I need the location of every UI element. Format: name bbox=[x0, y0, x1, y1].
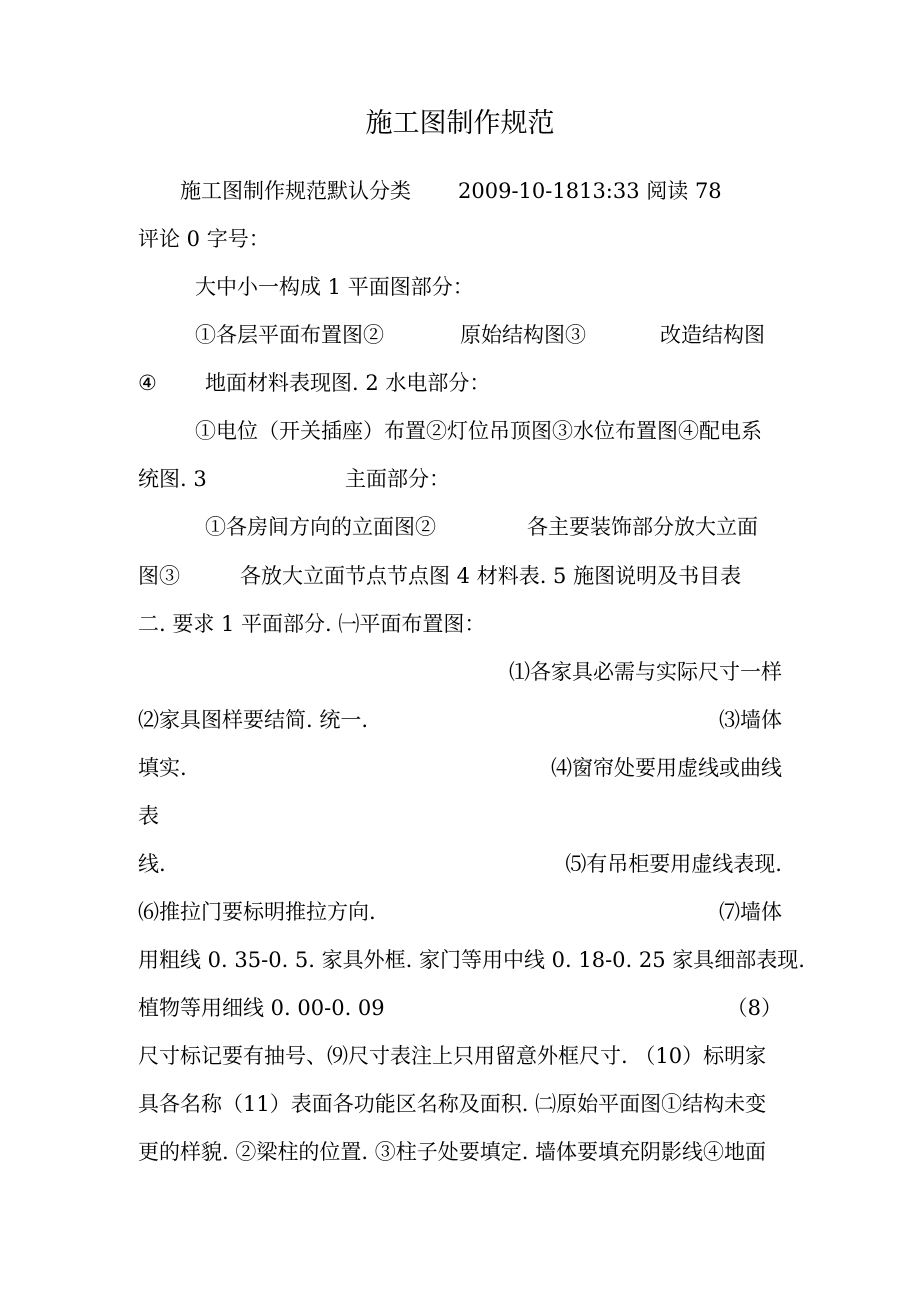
meta-datetime-views: 2009-10-1813:33 阅读 78 bbox=[458, 179, 722, 203]
requirement-6: ⑹推拉门要标明推拉方向. bbox=[138, 900, 376, 924]
intro-paragraph: 大中小一构成 1 平面图部分： bbox=[195, 275, 474, 299]
plan-item-4-text: 地面材料表现图. 2 水电部分： bbox=[205, 371, 491, 395]
requirement-3a: ⑶墙体 bbox=[719, 708, 782, 732]
electrical-line-2b: 主面部分： bbox=[345, 467, 450, 491]
plan-item-3: 改造结构图 bbox=[660, 323, 765, 347]
electrical-line-2a: 统图. 3 bbox=[138, 467, 207, 491]
requirement-3b: 填实. bbox=[138, 756, 187, 780]
plan-item-2: 原始结构图③ bbox=[460, 323, 586, 347]
meta-comments-fontsize: 评论 0 字号： bbox=[138, 227, 270, 251]
requirement-12: 更的样貌. ②梁柱的位置. ③柱子处要填定. 墙体要填充阴影线④地面 bbox=[138, 1140, 767, 1164]
requirements-heading: 二. 要求 1 平面部分. ㈠平面布置图： bbox=[138, 612, 486, 636]
plan-item-1: ①各层平面布置图② bbox=[195, 323, 384, 347]
plan-item-4-number: ④ bbox=[138, 371, 157, 395]
requirement-4b: 表 bbox=[138, 804, 159, 828]
requirement-8b: 尺寸标记要有抽号、⑼尺寸表注上只用留意外框尺寸. （10）标明家 bbox=[138, 1044, 767, 1068]
requirement-7c: 植物等用细线 0. 00-0. 09 bbox=[138, 996, 385, 1020]
meta-category: 施工图制作规范默认分类 bbox=[180, 179, 411, 203]
requirement-11: 具各名称（11）表面各功能区名称及面积. ㈡原始平面图①结构未变 bbox=[138, 1092, 767, 1116]
electrical-line-1: ①电位（开关插座）布置②灯位吊顶图③水位布置图④配电系 bbox=[195, 419, 762, 443]
requirement-4a: ⑷窗帘处要用虚线或曲线 bbox=[551, 756, 782, 780]
requirement-7a: ⑺墙体 bbox=[719, 900, 782, 924]
elevation-item-3a: 图③ bbox=[138, 564, 180, 588]
requirement-4c: 线. bbox=[138, 852, 166, 876]
elevation-item-1: ①各房间方向的立面图② bbox=[205, 515, 436, 539]
document-title: 施工图制作规范 bbox=[365, 108, 555, 139]
requirement-1: ⑴各家具必需与实际尺寸一样 bbox=[509, 660, 782, 684]
requirement-7b: 用粗线 0. 35-0. 5. 家具外框. 家门等用中线 0. 18-0. 25 家具细部表现. bbox=[138, 948, 805, 972]
requirement-8a: （8） bbox=[726, 996, 782, 1020]
requirement-2: ⑵家具图样要结简. 统一. bbox=[138, 708, 369, 732]
requirement-5: ⑸有吊柜要用虚线表现. bbox=[565, 852, 782, 876]
elevation-item-2: 各主要装饰部分放大立面 bbox=[527, 515, 758, 539]
elevation-item-3b: 各放大立面节点节点图 4 材料表. 5 施图说明及书目表 bbox=[240, 564, 742, 588]
